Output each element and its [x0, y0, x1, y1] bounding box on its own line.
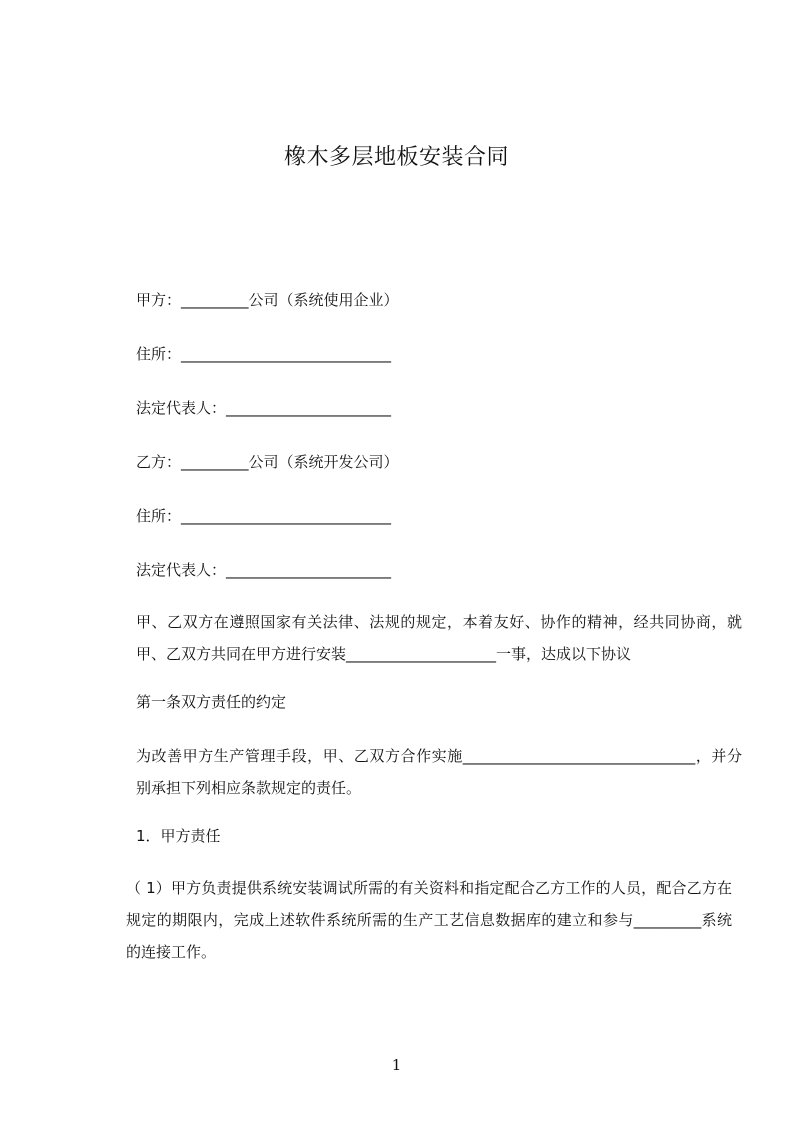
document-title: 橡木多层地板安装合同	[283, 145, 509, 170]
article-1-heading: 第一条双方责任的约定	[136, 693, 287, 711]
page-number: 1	[391, 1056, 402, 1074]
party-b-line: 乙方：_________公司（系统开发公司）	[136, 453, 399, 471]
article-1-paragraph: 为改善甲方生产管理手段，甲、乙双方合作实施_______________________________，并分别承担下列相应条款规定的责任。	[136, 747, 742, 797]
section-1-heading: 1．甲方责任	[136, 827, 221, 845]
party-b-representative-line: 法定代表人：______________________	[136, 561, 392, 579]
party-a-line: 甲方：_________公司（系统使用企业）	[136, 291, 399, 309]
party-a-address-line: 住所：____________________________	[136, 345, 392, 363]
party-b-address-line: 住所：____________________________	[136, 507, 392, 525]
clause-1-paragraph: （ 1）甲方负责提供系统安装调试所需的有关资料和指定配合乙方工作的人员，配合乙方在规定的期限内，完成上述软件系统所需的生产工艺信息数据库的建立和参与_________系统的连接工作。	[126, 879, 732, 961]
party-a-representative-line: 法定代表人：______________________	[136, 399, 392, 417]
intro-paragraph: 甲、乙双方在遵照国家有关法律、法规的规定，本着友好、协作的精神，经共同协商，就甲、乙双方共同在甲方进行安装____________________一事，达成以下协议	[136, 613, 742, 663]
